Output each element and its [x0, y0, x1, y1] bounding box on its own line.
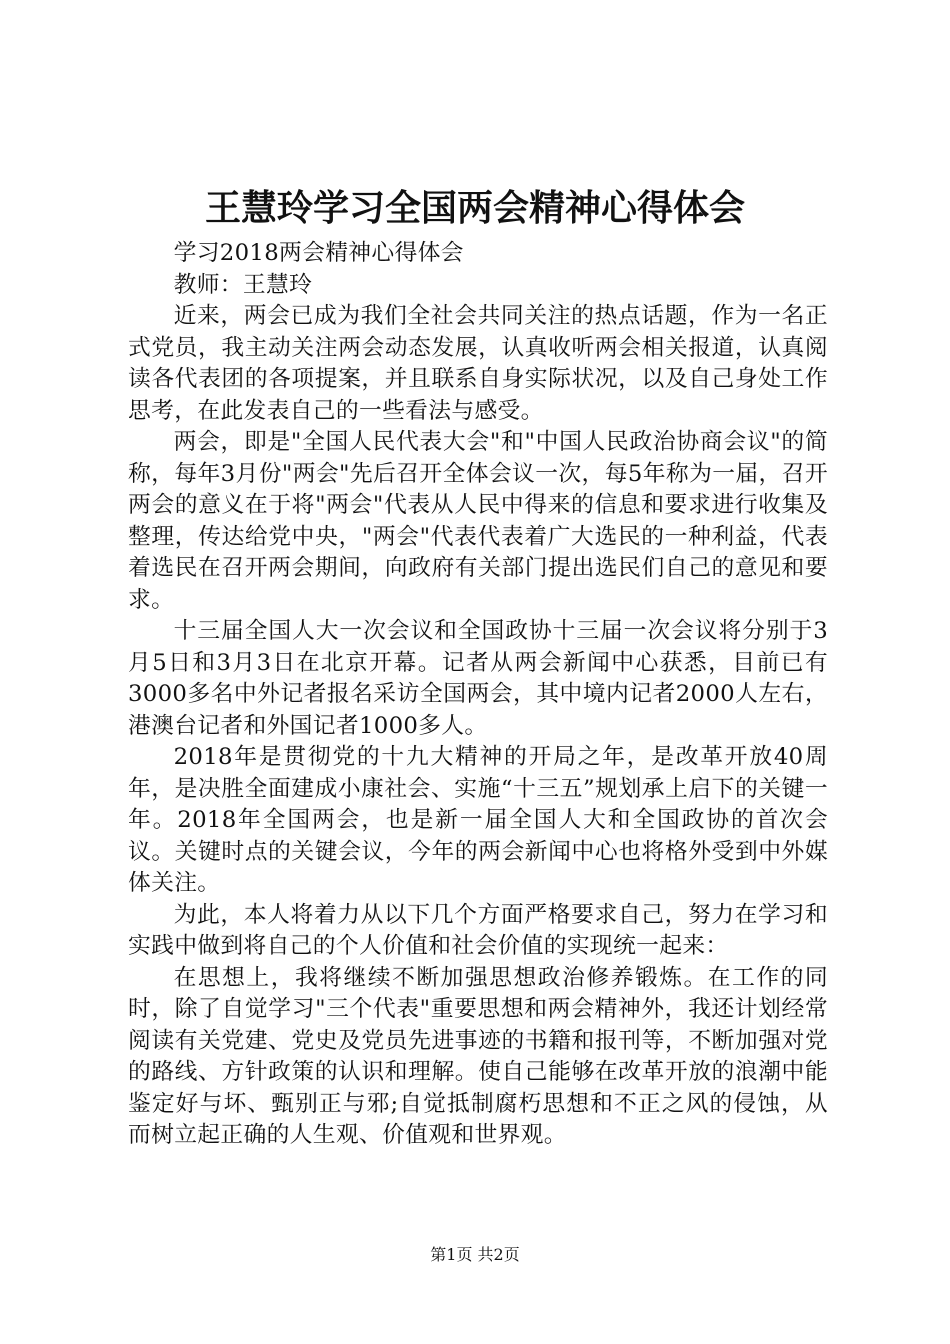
- body-paragraph: 为此，本人将着力从以下几个方面严格要求自己，努力在学习和实践中做到将自己的个人价值和社会价值的实现统一起来：: [128, 901, 828, 959]
- document-title: 王慧玲学习全国两会精神心得体会: [204, 188, 745, 229]
- page-footer: 第1页 共2页: [430, 1245, 520, 1264]
- body-paragraph: 近来，两会已成为我们全社会共同关注的热点话题，作为一名正式党员，我主动关注两会动态发展，认真收听两会相关报道，认真阅读各代表团的各项提案，并且联系自身实际状况，以及自己身处工作思考，在此发表自己的一些看法与感受。: [128, 303, 828, 424]
- body-paragraph: 在思想上，我将继续不断加强思想政治修养锻炼。在工作的同时，除了自觉学习"三个代表"重要思想和两会精神外，我还计划经常阅读有关党建、党史及党员先进事迹的书籍和报刊等，不断加强对党的路线、方针政策的认识和理解。使自己能够在改革开放的浪潮中能鉴定好与坏、甄别正与邪;自觉抵制腐朽思想和不正之风的侵蚀，从而树立起正确的人生观、价值观和世界观。: [128, 964, 828, 1148]
- body-paragraph: 2018年是贯彻党的十九大精神的开局之年，是改革开放40周年，是决胜全面建成小康社会、实施“十三五”规划承上启下的关键一年。2018年全国两会，也是新一届全国人大和全国政协的首次会议。关键时点的关键会议，今年的两会新闻中心也将格外受到中外媒体关注。: [128, 744, 828, 896]
- document-body: [128, 238, 828, 1152]
- body-paragraph: 十三届全国人大一次会议和全国政协十三届一次会议将分别于3月5日和3月3日在北京开幕。记者从两会新闻中心获悉，目前已有3000多名中外记者报名采访全国两会，其中境内记者2000人左右，港澳台记者和外国记者1000多人。: [128, 618, 828, 739]
- body-paragraph: 两会，即是"全国人民代表大会"和"中国人民政治协商会议"的简称，每年3月份"两会"先后召开全体会议一次，每5年称为一届，召开两会的意义在于将"两会"代表从人民中得来的信息和要求进行收集及整理，传达给党中央，"两会"代表代表着广大选民的一种利益，代表着选民在召开两会期间，向政府有关部门提出选民们自己的意见和要求。: [128, 429, 828, 613]
- subtitle-paragraph: 学习2018两会精神心得体会: [173, 240, 464, 266]
- author-paragraph: 教师：王慧玲: [173, 271, 313, 298]
